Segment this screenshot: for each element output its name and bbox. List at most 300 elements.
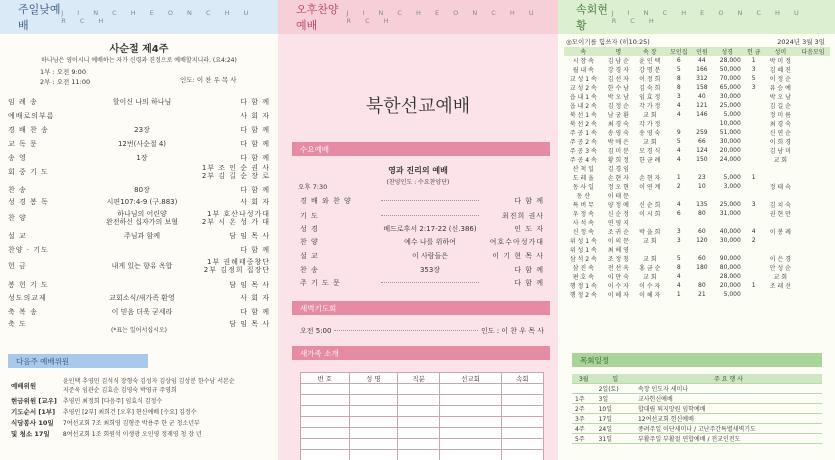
order-leader: 다 함 께 <box>240 139 270 148</box>
cell-group-row <box>564 137 830 146</box>
newcomer-cell <box>440 428 502 439</box>
cell-group-cell <box>743 209 765 218</box>
cell-group-cell <box>765 218 796 227</box>
cell-group-cell: 1 <box>751 282 756 289</box>
cell-group-row <box>564 263 830 272</box>
cell-group-cell: 이 태 문 <box>607 193 629 200</box>
cell-group-cell: 모 경 식 <box>639 148 661 155</box>
order-leader: 1부 권해태중창단 2부 김정희 집장단 <box>203 257 270 274</box>
cell-group-cell: 180 <box>696 264 708 271</box>
order-leader: 다 함 께 <box>240 307 270 316</box>
cell-group-cell: 90,000 <box>719 255 741 262</box>
schedule-cell: 12여선교회 헌신예배 <box>635 414 822 424</box>
cell-group-cell: 20,000 <box>719 282 741 289</box>
sunday-service-header <box>0 0 278 34</box>
schedule-cell: 17일 <box>596 414 635 424</box>
cell-group-cell: 임 효 정 <box>639 94 661 101</box>
order-leader: 사 회 자 <box>240 293 270 302</box>
newcomer-cell <box>501 417 543 428</box>
cell-group-cell <box>765 164 796 173</box>
cell-group-cell: 2 <box>676 183 681 190</box>
cell-group-cell <box>634 191 665 200</box>
cell-group-cell: 4 <box>676 282 681 289</box>
cell-group-header-cell: 성경 <box>712 47 743 56</box>
cell-group-cell: 읍 내 2 속 <box>569 103 597 110</box>
cell-group-cell: 김 정 순 <box>607 103 629 110</box>
cell-group-cell: 편 호 속 <box>572 274 594 281</box>
cell-group-row <box>564 155 830 164</box>
newcomer-header: 속회 <box>501 373 543 384</box>
order-label: 예배로의부름 <box>8 111 55 120</box>
cell-group-cell: 신 연 순 <box>769 130 791 137</box>
order-leader: 담 임 목 사 <box>229 319 270 328</box>
schedule-cell: 3주 <box>572 414 596 424</box>
cell-group-cell: 80 <box>698 282 706 289</box>
next-week-committee-title: 다음주 예배위원 <box>16 356 70 366</box>
committee-names: 8여선교회 1조 회원석 이생광 오인영 정재영 청 장 년 <box>62 431 202 438</box>
cell-group-cell <box>765 191 796 200</box>
newcomer-cell <box>501 395 543 406</box>
order-content: 하나님의 어린양 완전하신 십자가의 보혈 <box>105 209 179 226</box>
newcomer-row <box>301 395 544 406</box>
cell-group-cell <box>743 146 765 155</box>
wednesday-order-row <box>300 236 544 247</box>
committee-label: 기도순서 [1부] <box>11 408 56 416</box>
cell-group-cell <box>765 245 796 254</box>
cell-group-cell <box>743 137 765 146</box>
newcomer-cell <box>349 384 398 395</box>
cell-group-cell: 송 영 숙 <box>639 130 661 137</box>
newcomer-header: 성 명 <box>349 373 398 384</box>
cell-group-cell <box>665 191 692 200</box>
schedule-header: 3월 <box>572 374 596 384</box>
cell-group-cell: 23 <box>698 174 706 181</box>
newcomer-cell <box>349 395 398 406</box>
cell-group-cell: 51,000 <box>719 129 741 136</box>
cell-group-cell: 3 <box>676 93 681 100</box>
order-leader: 다 함 께 <box>514 196 544 205</box>
cell-group-cell: 교 회 <box>643 274 657 281</box>
worship-order-row <box>8 96 270 107</box>
newcomer-cell <box>349 428 398 439</box>
sunday-service-title: 주일낮예배 <box>18 3 61 32</box>
worship-order-row <box>8 209 270 226</box>
cell-group-cell: 우 정 속 <box>572 211 594 218</box>
cell-group-cell <box>712 164 743 173</box>
newcomer-cell <box>301 384 350 395</box>
committee-row <box>8 406 238 417</box>
service-leader: 인도: 이 찬 우 목 사 <box>180 76 237 84</box>
order-label: 경 배 와 찬 양 <box>300 196 352 205</box>
schedule-cell: 합대림 퇴지망원 임학예배 <box>635 404 822 414</box>
cell-group-cell: 이 헤 자 <box>639 292 661 299</box>
schedule-cell <box>572 384 596 394</box>
newcomer-cell <box>501 439 543 450</box>
cell-group-cell: 김 미 분 <box>607 148 629 155</box>
north-korea-mission-title: 북한선교예배 <box>365 96 471 117</box>
afternoon-service-panel <box>278 0 558 460</box>
cell-group-cell <box>743 164 765 173</box>
committee-label: 현금위원 [교우] <box>11 397 57 405</box>
cell-group-row <box>564 236 830 245</box>
cell-group-row <box>564 56 830 65</box>
cell-group-cell: 조 귀 순 <box>607 229 629 236</box>
order-leader: 1부 호산나성가대 2부 시 온 성 가 대 <box>201 209 270 226</box>
cell-group-cell: 3 <box>676 228 681 235</box>
cell-group-row <box>564 272 830 281</box>
cell-group-cell: 65,000 <box>719 84 741 91</box>
order-label: 송 영 <box>8 153 27 162</box>
cell-group-cell <box>692 245 711 254</box>
cell-group-cell: 1 <box>751 174 756 181</box>
order-label: 주 기 도 문 <box>300 278 341 287</box>
cell-group-cell: 각 가 정 <box>639 103 661 110</box>
cell-group-cell: 주 공 2 속 <box>569 139 597 146</box>
order-content: 1장 <box>136 153 148 162</box>
cell-group-cell: 윤 인 택 <box>639 58 661 65</box>
dawn-prayer-time: 오전 5:00 <box>300 326 332 335</box>
cell-group-cell: 1 <box>751 57 756 64</box>
cell-group-header-cell: 명 <box>603 47 634 56</box>
newcomer-table <box>300 372 544 460</box>
standing-note: (*표는 일어서십시오) <box>111 327 167 334</box>
cell-group-cell: 위 성 1 속 <box>569 247 597 254</box>
cell-group-cell: 조 정 칭 <box>607 256 629 263</box>
afternoon-service-header <box>278 0 558 34</box>
newcomer-cell <box>398 450 440 460</box>
cell-group-cell: 4 <box>676 111 681 118</box>
schedule-cell: 종려주일 이단세미나 / 고난주간특별새벽기도 <box>635 424 822 434</box>
cell-group-header-cell: 다음모임 <box>796 47 830 56</box>
cell-group-cell: 교 회 <box>643 139 657 146</box>
dawn-prayer-leader: 인도 : 이 찬 우 목 사 <box>480 326 544 335</box>
cell-group-cell: 권 현 만 <box>769 211 791 218</box>
cell-group-row <box>564 218 830 227</box>
cell-group-header-cell: 인원 <box>692 47 711 56</box>
committee-row <box>8 428 238 439</box>
order-leader: 다 함 께 <box>240 185 270 194</box>
cell-group-cell: 북 선 2 속 <box>569 121 597 128</box>
pastoral-schedule-table <box>572 374 822 444</box>
cell-group-cell: 최 경 숙 <box>769 121 791 128</box>
order-leader: 인 도 자 <box>514 224 544 233</box>
worship-order-row <box>8 306 270 317</box>
cell-group-cell: 교 회 <box>643 238 657 245</box>
order-leader: 담 임 목 사 <box>229 231 270 240</box>
newcomer-cell <box>301 439 350 450</box>
worship-order-row <box>8 163 270 180</box>
cell-group-cell: 이 은 경 <box>769 256 791 263</box>
cell-group-header-cell: 성미 <box>765 47 796 56</box>
cell-group-cell: 특 버 무 <box>572 202 594 209</box>
newcomer-row <box>301 417 544 428</box>
cell-group-cell: 주 공 4 속 <box>569 157 597 164</box>
newcomer-row <box>301 406 544 417</box>
cell-group-cell: 위 성 1 속 <box>569 238 597 245</box>
cell-group-cell: 5 <box>676 255 681 262</box>
cell-group-cell <box>765 173 796 182</box>
cell-group-cell: 송 영 숙 <box>607 130 629 137</box>
schedule-row <box>572 384 822 394</box>
cell-group-cell: 4 <box>676 201 681 208</box>
cell-group-cell <box>743 92 765 101</box>
cell-group-cell: 21 <box>698 291 706 298</box>
cell-group-cell: 28,000 <box>719 273 741 280</box>
committee-names: 추영민 [2부] 최희건 [오후] 현신예배 [수요] 김정수 <box>62 409 197 416</box>
cell-group-row <box>564 290 830 299</box>
order-label: 경 배 찬 송 <box>8 125 49 134</box>
newcomer-cell <box>398 395 440 406</box>
church-name-en: J I N C H E O N C H U R C H <box>611 9 805 25</box>
cell-group-row <box>564 164 830 173</box>
pastoral-schedule-bar <box>572 353 822 367</box>
cell-group-cell: 158 <box>696 84 708 91</box>
cell-group-cell <box>634 164 665 173</box>
cell-group-cell: 김 남 순 <box>607 58 629 65</box>
order-label: 교 독 문 <box>8 139 38 148</box>
cell-group-cell <box>692 119 711 128</box>
cell-group-cell <box>712 218 743 227</box>
wednesday-service-title: 수요예배 <box>300 144 329 154</box>
order-content: 80장 <box>134 185 150 194</box>
cell-group-cell: 박 오 남 <box>607 94 629 101</box>
newcomer-header: 선교회 <box>440 373 502 384</box>
newcomer-cell <box>398 417 440 428</box>
cell-group-cell: 25,000 <box>719 102 741 109</box>
order-label: 성도의교제 <box>8 293 47 302</box>
cell-group-cell <box>665 245 692 254</box>
newcomer-cell <box>501 428 543 439</box>
order-label: 축 복 송 <box>8 307 38 316</box>
order-label: 찬 양 <box>300 237 319 246</box>
cell-group-cell: 행 정 2 속 <box>569 292 597 299</box>
wednesday-order-row <box>300 210 544 221</box>
worship-order-row <box>8 230 270 241</box>
cell-group-cell: 이 만 숙 <box>607 274 629 281</box>
cell-group-cell: 강 경 자 <box>607 67 629 74</box>
service-time-1: 1부 : 오전 9:00 <box>40 68 86 76</box>
cell-group-cell: 주 공 3 속 <box>569 148 597 155</box>
schedule-cell: 속장 인도자 세미나 <box>635 384 822 394</box>
order-label: 봉 헌 기 도 <box>8 280 49 289</box>
cell-group-cell <box>743 101 765 110</box>
order-leader: 사 회 자 <box>240 111 270 120</box>
cell-group-header-cell: 속 <box>564 47 603 56</box>
cell-group-cell: 3 <box>751 84 756 91</box>
dawn-prayer-dots <box>334 330 477 331</box>
cell-group-row <box>564 119 830 128</box>
cell-group-panel <box>558 0 835 460</box>
cell-group-cell: 교 회 <box>643 112 657 119</box>
newcomer-cell <box>398 439 440 450</box>
cell-group-cell: 5,000 <box>723 291 741 298</box>
cell-group-cell <box>692 272 711 281</box>
cell-group-cell: 남 궁 환 <box>607 112 629 119</box>
cell-group-cell: 1 <box>676 174 681 181</box>
schedule-row <box>572 434 822 444</box>
cell-group-cell: 50,000 <box>719 66 741 73</box>
newcomer-cell <box>301 450 350 460</box>
cell-group-cell: 1 <box>676 291 681 298</box>
cell-group-cell: 홍 금 순 <box>639 265 661 272</box>
cell-group-cell: 3 <box>676 237 681 244</box>
cell-group-header-cell: 헌 금 <box>743 47 765 56</box>
cell-group-row <box>564 200 830 209</box>
newcomer-cell <box>440 406 502 417</box>
cell-group-cell: 신 정 속 <box>572 229 594 236</box>
order-content: 이 믿음 더욱 굳세라 <box>111 307 173 316</box>
newcomer-cell <box>301 428 350 439</box>
cell-group-cell: 양 정 예 <box>607 202 629 209</box>
cell-group-cell: 교 회 <box>643 256 657 263</box>
order-label: 설 교 <box>8 231 27 240</box>
cell-group-cell: 30,000 <box>719 237 741 244</box>
newcomer-row <box>301 384 544 395</box>
dawn-prayer-title: 새벽기도회 <box>300 303 337 313</box>
cell-group-cell <box>743 290 765 299</box>
cell-group-cell <box>743 191 765 200</box>
cell-group-cell: 유 승 예 <box>769 85 791 92</box>
cell-group-cell: 김 경 임 <box>607 166 629 173</box>
cell-group-cell: 박 애 은 <box>607 139 629 146</box>
cell-group-row <box>564 65 830 74</box>
schedule-row <box>572 424 822 434</box>
cell-group-cell <box>665 119 692 128</box>
newcomer-cell <box>440 395 502 406</box>
cell-group-cell: 5 <box>676 66 681 73</box>
pastoral-schedule-title: 목회일정 <box>580 355 609 365</box>
order-content: 베드로후서 2:17-22 (신.386) <box>383 224 477 233</box>
cell-group-cell <box>743 272 765 281</box>
cell-group-cell: 124 <box>696 147 708 154</box>
cell-group-cell: 이 헤 자 <box>607 292 629 299</box>
cell-group-cell: 주 공 1 속 <box>569 130 597 137</box>
cell-group-cell: 4 <box>751 228 756 235</box>
order-label: 찬 양 <box>8 213 27 222</box>
cell-group-cell: 북 선 1 속 <box>569 112 597 119</box>
committee-row <box>8 417 238 428</box>
order-content: 23장 <box>134 125 150 134</box>
committee-names: 7여선교회 7조 최희영 김형준 박용주 한 군 청소년부 <box>62 420 200 427</box>
cell-group-cell: 사 석 속 <box>572 220 594 227</box>
cell-group-verse: ◎모이기를 힘쓰자 (히10:25) <box>566 38 650 46</box>
cell-group-cell <box>743 245 765 254</box>
schedule-row <box>572 404 822 414</box>
cell-group-cell: 동 산 <box>576 193 591 200</box>
newcomer-cell <box>349 406 398 417</box>
cell-group-cell: 이 희 경 <box>769 139 791 146</box>
cell-group-cell: 60 <box>698 228 706 235</box>
wednesday-order-row <box>300 195 544 206</box>
cell-group-cell: 교 성 2 속 <box>569 85 597 92</box>
cell-group-cell: 8 <box>676 264 681 271</box>
cell-group-cell: 교 회 <box>773 157 788 164</box>
cell-group-cell: 70,000 <box>719 75 741 82</box>
newcomer-cell <box>440 417 502 428</box>
newcomer-cell <box>440 450 502 460</box>
wednesday-order-row <box>300 277 544 288</box>
cell-group-cell: 25,000 <box>719 201 741 208</box>
cell-group-cell: 6 <box>676 57 681 64</box>
cell-group-cell: 31,000 <box>719 210 741 217</box>
cell-group-cell: 80 <box>698 210 706 217</box>
cell-group-cell: 도 레 울 <box>572 175 594 182</box>
cell-group-cell: 교 회 <box>773 274 788 281</box>
cell-group-cell: 김 낭 미 <box>769 148 791 155</box>
cell-group-cell: 30,000 <box>719 93 741 100</box>
cell-group-cell: 20,000 <box>719 147 741 154</box>
cell-group-row <box>564 254 830 263</box>
cell-group-cell <box>692 218 711 227</box>
cell-group-cell: 김 선 자 <box>607 76 629 83</box>
order-label: 헌 금 <box>8 261 27 270</box>
cell-group-cell: 안 성 순 <box>769 265 791 272</box>
church-name-en: J I N C H E O N C H U R C H <box>346 9 540 25</box>
cell-group-cell: 김 숙 희 <box>639 85 661 92</box>
cell-group-cell: 한 수 남 <box>607 85 629 92</box>
cell-group-cell: 정 오 현 <box>607 184 629 191</box>
cell-group-cell: 이 연 계 <box>639 184 661 191</box>
cell-group-cell: 8 <box>676 75 681 82</box>
order-label: 설 교 <box>300 251 319 260</box>
order-content: 교회소식/새가족 환영 <box>109 293 175 302</box>
cell-group-cell: 삼 석 2 속 <box>569 256 597 263</box>
cell-group-row <box>564 101 830 110</box>
cell-group-cell: 읍 내 1 속 <box>569 94 597 101</box>
cell-group-cell: 신 순 희 <box>639 202 661 209</box>
newcomer-header: 직분 <box>398 373 440 384</box>
committee-label: 식당봉사 10일 <box>11 419 54 427</box>
cell-group-cell: 5 <box>751 75 756 82</box>
cell-group-cell <box>743 254 765 263</box>
order-label: 임 례 송 <box>8 97 38 106</box>
order-leader: 다 함 께 <box>240 245 270 254</box>
cell-group-cell: 이 수 자 <box>607 283 629 290</box>
newcomer-cell <box>349 450 398 460</box>
cell-group-row <box>564 110 830 119</box>
schedule-cell: 2일(토) <box>596 384 635 394</box>
afternoon-service-title: 오후찬양예배 <box>296 3 339 32</box>
opening-verse: 하나님은 영이시니 예배하는 자가 신령과 진정으로 예배할지니라. (요4:24) <box>41 57 237 64</box>
cell-group-cell: 이 시 희 <box>639 211 661 218</box>
wednesday-order-row <box>300 250 544 261</box>
cell-group-cell: 312 <box>696 75 708 82</box>
worship-order-row <box>8 124 270 135</box>
cell-group-title: 속회현황 <box>576 3 608 32</box>
next-week-committee-table <box>8 375 238 439</box>
cell-group-row <box>564 146 830 155</box>
newcomer-row <box>301 439 544 450</box>
cell-group-cell: 4 <box>676 156 681 163</box>
worship-order-row <box>8 244 270 255</box>
cell-group-cell: 이 정 희 <box>639 76 661 83</box>
worship-order-row <box>8 292 270 303</box>
cell-group-cell: 최 경 숙 <box>607 121 629 128</box>
cell-group-cell: 10 <box>698 183 706 190</box>
wednesday-subtitle: 영과 진리의 예배 <box>388 166 448 175</box>
order-label: 기 도 <box>300 211 319 220</box>
cell-group-cell: 김 길 순 <box>769 103 791 110</box>
cell-group-cell: 166 <box>696 66 708 73</box>
cell-group-cell: 박 오 남 <box>769 94 791 101</box>
cell-group-cell: 3 <box>751 66 756 73</box>
committee-row <box>8 375 238 395</box>
cell-group-cell <box>743 218 765 227</box>
schedule-cell: 2주 <box>572 404 596 414</box>
cell-group-cell: 3,000 <box>723 183 741 190</box>
cell-group-cell: 김 혜 진 <box>769 67 791 74</box>
cell-group-cell: 조 래 선 <box>769 283 791 290</box>
